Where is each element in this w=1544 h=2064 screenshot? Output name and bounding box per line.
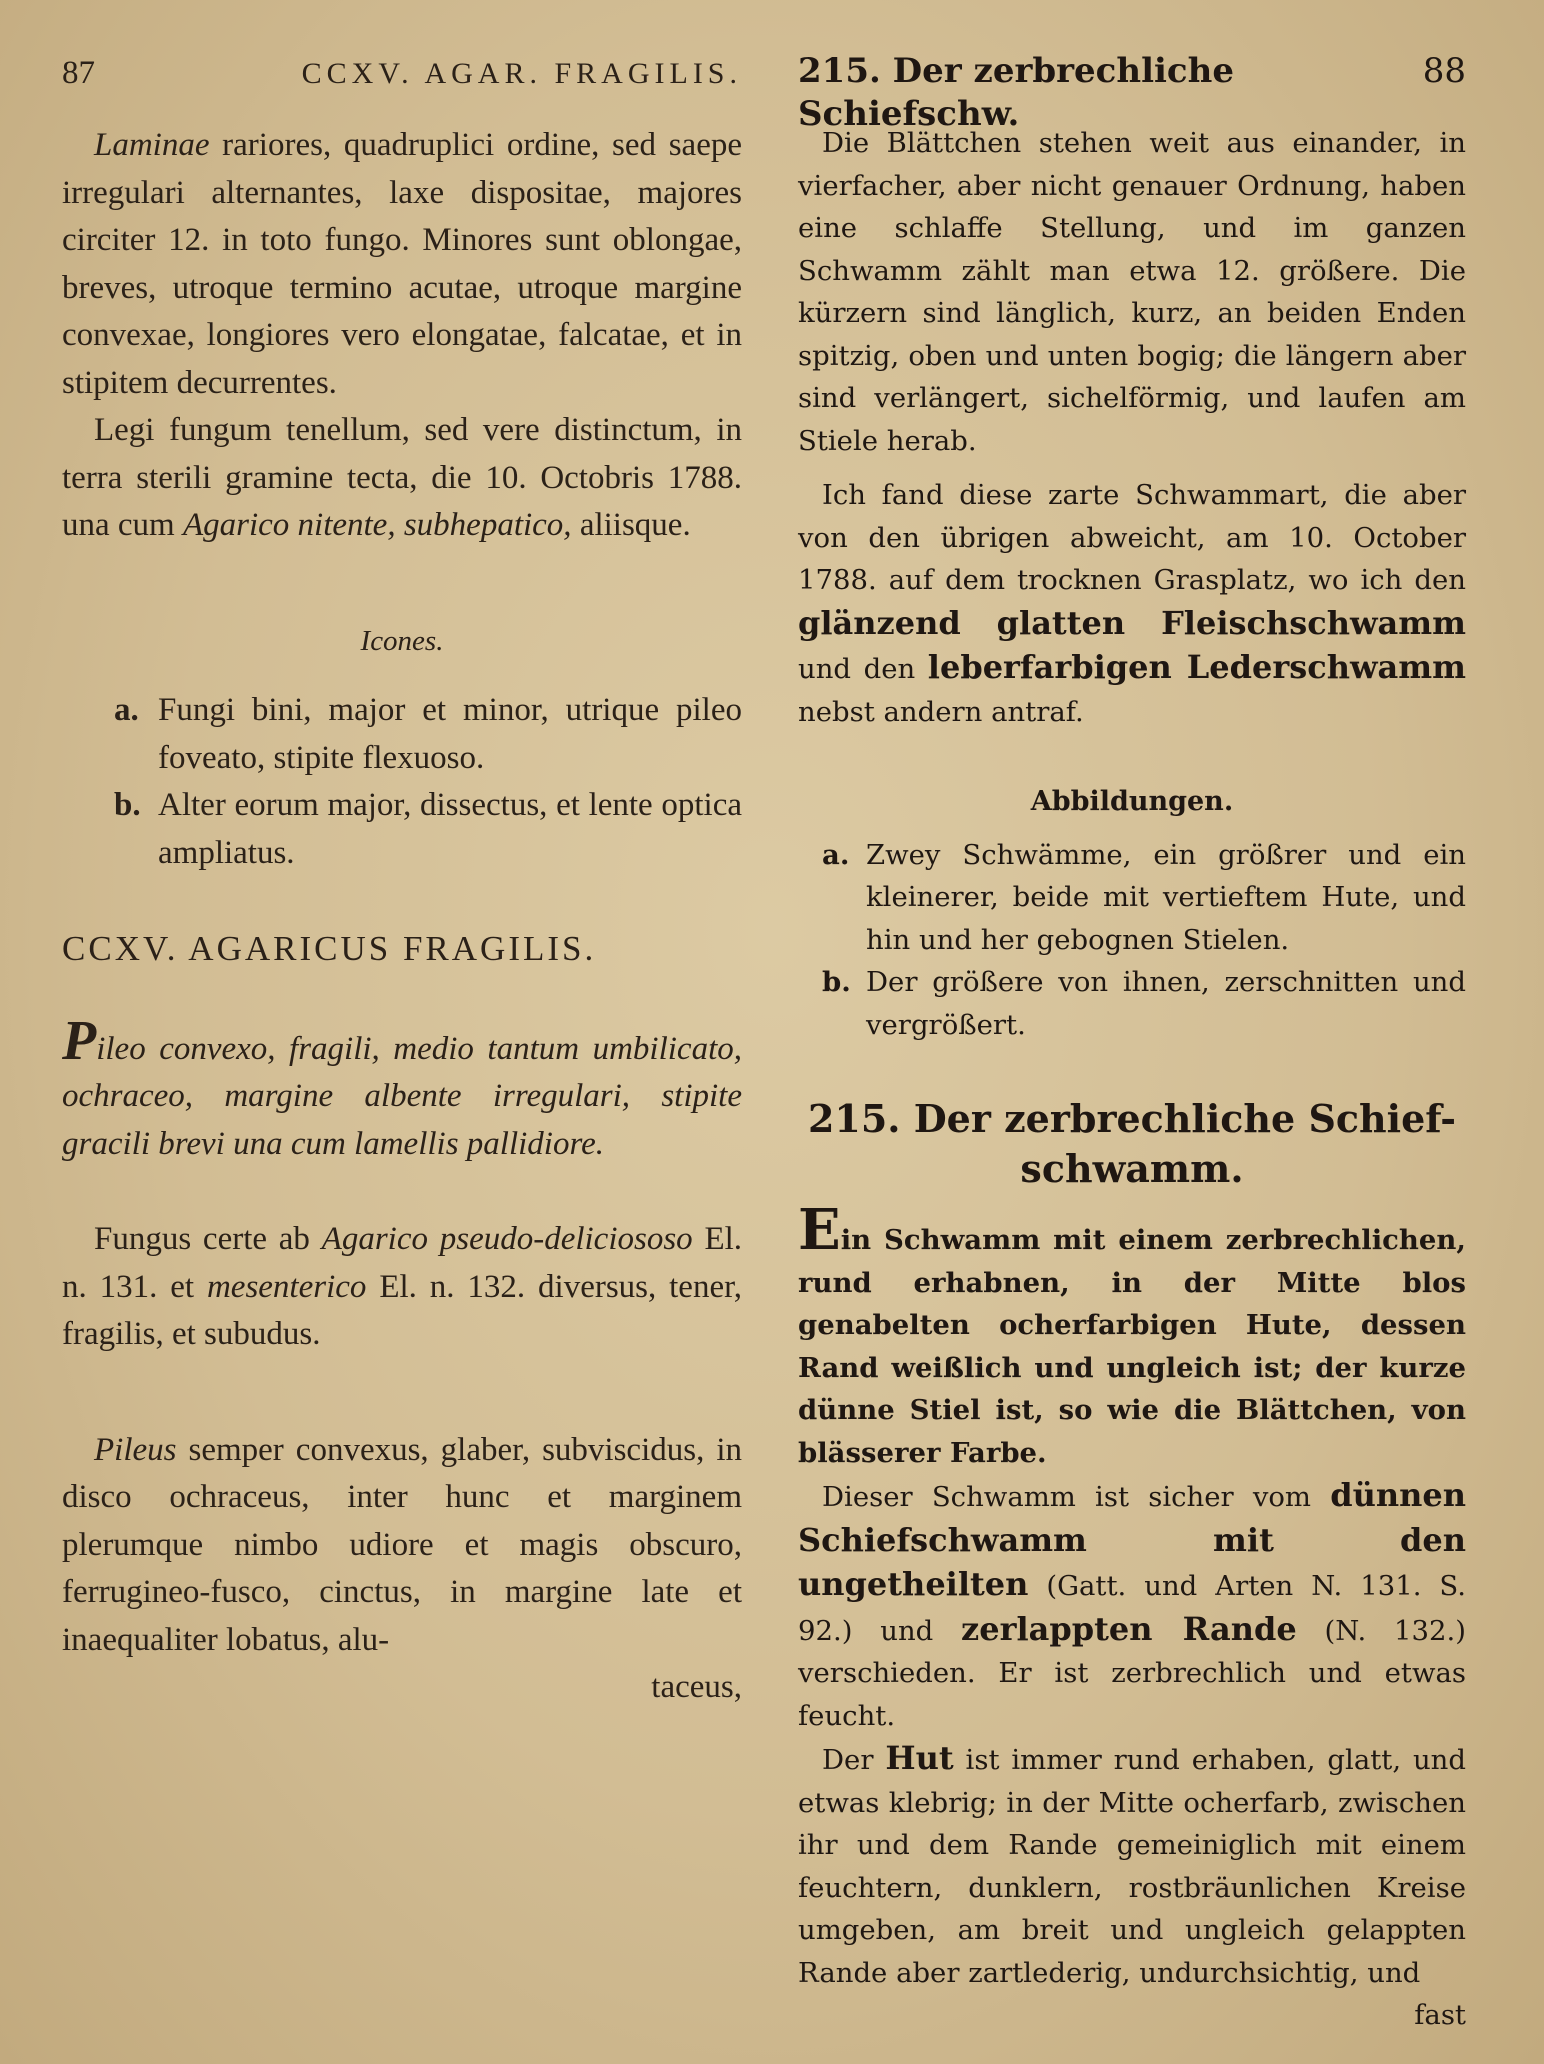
latin-collection-species: Agarico nitente, subhepatico, bbox=[182, 507, 572, 543]
german-diagnosis-initial: E bbox=[798, 1197, 841, 1263]
german-paragraph-unterschied bbox=[798, 1474, 1466, 1737]
latin-icones-heading: Icones. bbox=[360, 624, 444, 657]
latin-distinction-b: El. n. 131. et bbox=[62, 1221, 743, 1305]
latin-diagnosis-initial: P bbox=[62, 1009, 97, 1072]
latin-distinction-a: Fungus certe ab bbox=[94, 1221, 310, 1257]
german-abbildungen-heading: Abbildungen. bbox=[1030, 786, 1234, 817]
latin-collection-text: Legi fungum tenellum, sed vere distinctum, in terra sterili gramine tecta, die 10. Octobris 1788. una cum bbox=[62, 412, 742, 543]
german-abb-item-a bbox=[798, 834, 1466, 962]
latin-page-number: 87 bbox=[62, 55, 95, 91]
latin-paragraph-collection bbox=[62, 407, 742, 550]
german-page bbox=[798, 50, 1466, 2037]
latin-collection-end: aliisque. bbox=[579, 507, 691, 543]
latin-running-title: CCXV. AGAR. FRAGILIS. bbox=[301, 57, 742, 90]
german-unterschied-a: Dieser Schwamm ist sicher vom bbox=[822, 1481, 1311, 1513]
latin-icon-item-b bbox=[62, 782, 742, 877]
latin-icon-text-a: Fungi bini, major et minor, utrique pileo foveato, stipite flexuoso. bbox=[158, 692, 742, 776]
german-diagnosis-text: in Schwamm mit einem zerbrechlichen, rund erhabnen, in der Mitte blos genabelten ocherfarbigen Hute, dessen Rand weißlich und ungleich ist; der kurze dünne Stiel ist, so wie die Blättchen, von blässerer Farbe. bbox=[798, 1224, 1466, 1469]
german-unterschied-c: (Gatt. und Arten N. 131. S. 92.) und bbox=[798, 1570, 1466, 1647]
latin-catchword: taceus, bbox=[651, 1669, 742, 1705]
german-hut-a: Der bbox=[822, 1744, 874, 1776]
german-abb-item-b bbox=[798, 961, 1466, 1046]
german-fund-c: und den bbox=[798, 653, 916, 685]
german-abb-text-b: Der größere von ihnen, zerschnitten und vergrößert. bbox=[866, 966, 1466, 1041]
german-fund-species2: leberfarbigen Lederschwamm bbox=[927, 648, 1466, 686]
german-diagnosis bbox=[798, 1197, 1466, 1474]
latin-icon-label-b: b. bbox=[114, 787, 141, 823]
german-abb-text-a: Zwey Schwämme, ein größrer und ein kleinerer, beide mit vertieftem Hute, und hin und her gebognen Stielen. bbox=[866, 838, 1466, 956]
latin-laminae-text: rariores, quadruplici ordine, sed saepe irregulari alternantes, laxe dispositae, majores circiter 12. in toto fungo. Minores sunt oblongae, breves, utroque termino acutae, utroque margine convexae, longiores vero elongatae, falcatae, et in stipitem decurrentes. bbox=[62, 127, 742, 401]
german-paragraph-fund bbox=[798, 474, 1466, 733]
latin-running-header bbox=[62, 50, 742, 100]
german-species-title-line1: 215. Der zerbrechliche Schief- bbox=[807, 1096, 1457, 1141]
german-fund-d: nebst andern antraf. bbox=[798, 695, 1084, 728]
latin-diagnosis bbox=[62, 1009, 742, 1169]
latin-pileus-lead: Pileus bbox=[94, 1431, 177, 1468]
german-running-title: 215. Der zerbrechliche Schiefschw. bbox=[798, 51, 1234, 134]
german-unterschied-species2: zerlappten Rande bbox=[961, 1609, 1297, 1648]
latin-laminae-lead: Laminae bbox=[94, 127, 210, 163]
german-abb-label-a: a. bbox=[822, 838, 850, 871]
german-unterschied-d: (N. 132.) verschieden. Er ist zerbrechlich und etwas feucht. bbox=[798, 1614, 1467, 1732]
latin-distinction-c: El. n. 132. diversus, tener, fragilis, et subudus. bbox=[62, 1268, 743, 1352]
latin-icon-text-b: Alter eorum major, dissectus, et lente optica ampliatus. bbox=[158, 787, 742, 871]
latin-pileus-text: semper convexus, glaber, subviscidus, in disco ochraceus, inter hunc et marginem plerumque nimbo udiore et magis obscuro, ferrugineo-fusco, cinctus, in margine late et inaequaliter lobatus, alu- bbox=[62, 1431, 743, 1658]
german-fund-species1: glänzend glatten Fleischschwamm bbox=[798, 603, 1466, 642]
german-species-title-line2: schwamm. bbox=[1020, 1146, 1244, 1191]
latin-diagnosis-text: ileo convexo, fragili, medio tantum umbilicato, ochraceo, margine albente irregulari, stipite gracili brevi una cum lamellis pallidiore. bbox=[62, 1030, 742, 1162]
latin-icon-item-a bbox=[62, 687, 742, 782]
latin-distinction-species1: Agarico pseudo-deliciososo bbox=[321, 1221, 693, 1257]
latin-distinction-species2: mesenterico bbox=[206, 1268, 367, 1305]
latin-paragraph-pileus bbox=[62, 1427, 742, 1665]
latin-species-title: CCXV. AGARICUS FRAGILIS. bbox=[62, 929, 597, 968]
german-hut-lead: Hut bbox=[885, 1739, 954, 1777]
german-unterschied-species1: dünnen Schiefschwamm mit den ungetheilten bbox=[798, 1476, 1466, 1603]
latin-page bbox=[62, 50, 742, 1712]
latin-paragraph-distinction bbox=[62, 1216, 742, 1359]
latin-paragraph-laminae bbox=[62, 122, 742, 407]
german-page-number: 88 bbox=[1422, 51, 1466, 91]
german-abb-label-b: b. bbox=[822, 966, 851, 998]
latin-icon-label-a: a. bbox=[114, 692, 139, 728]
german-hut-b: ist immer rund erhaben, glatt, und etwas klebrig; in der Mitte ocherfarb, zwischen ihr und dem Rande gemeiniglich mit einem feuchtern, dunklern, rostbräunlichen Kreise umgeben, am breit und ungleich gelappten Rande aber zartlederig, undurchsichtig, und bbox=[798, 1744, 1466, 1989]
german-paragraph-hut bbox=[798, 1737, 1466, 1994]
german-paragraph-blaettchen: Die Blättchen stehen weit aus einander, in vierfacher, aber nicht genauer Ordnung, haben eine schlaffe Stellung, und im ganzen Schwamm zählt man etwa 12. größere. Die kürzern sind länglich, kurz, an beiden Enden spitzig, oben und unten bogig; die längern aber sind verlängert, sichelförmig, und laufen am Stiele herab. bbox=[798, 127, 1466, 457]
german-running-header bbox=[798, 50, 1466, 134]
german-fund-a: Ich fand diese zarte Schwammart, die aber von den übrigen abweicht, am 10. October 1788. auf dem trocknen Grasplatz, wo ich den bbox=[798, 479, 1466, 596]
german-catchword: fast bbox=[1414, 1999, 1466, 2031]
